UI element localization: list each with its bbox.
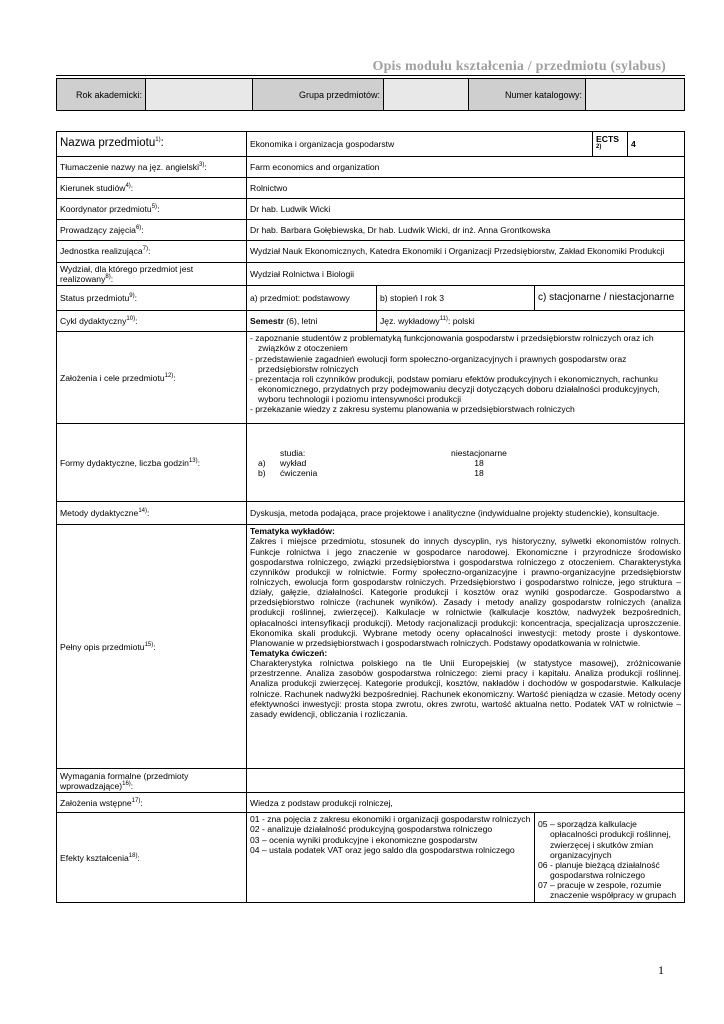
cykl-label: Cykl dydaktyczny$^{10)}$: bbox=[57, 311, 247, 332]
efekty-right bbox=[535, 813, 685, 903]
status-a: a) przedmiot: podstawowy bbox=[247, 286, 377, 311]
metody-label: Metody dydaktyczne$^{14)}$: bbox=[57, 502, 247, 525]
row-zalozenia bbox=[57, 332, 685, 424]
formy-value bbox=[247, 424, 685, 502]
efekt-item: 05 – sporządza kalkulacje opłacalności produkcji roślinnej, zwierzęcej i skutków zmian organizacyjnych bbox=[538, 819, 671, 860]
catalog-info-table bbox=[56, 78, 685, 111]
syllabus-table bbox=[56, 131, 685, 903]
formy-b-letter: b) bbox=[258, 467, 266, 478]
cw-title: Tematyka ćwiczeń: bbox=[250, 647, 328, 658]
formy-a-name: wykład bbox=[280, 457, 307, 468]
wym-label: Wymagania formalne (przedmioty wprowadzające)$^{16)}$: bbox=[57, 769, 247, 793]
formy-niestac: niestacjonarne bbox=[451, 447, 507, 458]
row-jednostka bbox=[57, 241, 685, 263]
numer-value bbox=[586, 79, 685, 111]
rok-value bbox=[146, 79, 253, 111]
row-koordynator bbox=[57, 199, 685, 220]
efekt-item: 02 - analizuje działalność produkcyjną gospodarstwa rolniczego bbox=[250, 824, 493, 835]
tlum-label: Tłumaczenie nazwy na jęz. angielski$^{3)}$: bbox=[57, 157, 247, 178]
row-wydzial bbox=[57, 263, 685, 286]
zalw-value: Wiedza z podstaw produkcji rolniczej, bbox=[247, 793, 685, 813]
formy-a-letter: a) bbox=[258, 457, 266, 468]
row-status bbox=[57, 286, 685, 311]
cw-text: Charakterystyka rolnictwa polskiego na tle Unii Europejskiej (w statystyce masowej), zróżnicowanie przestrzenne. Analiza zasobów gospodarstwa rolniczego: ziemi pracy i kapitału. Analiza produkcji roślinnej. Analiza produkcji zwierzęcej. Kategorie produkcji, kosztów, nakładów i dochodów w gospodarstwie. Kalkulacje rolnicze. Rachunek nadwyżki bezpośredniej. Rachunek ekonomiczny. Wartość pieniądza w czasie. Metody oceny efektywności inwestycji: prosta stopa zwrotu, okres zwrotu, wartość aktualna netto. Podatek VAT w rolnictwie – zasady ewidencji, obliczania i rozliczania. bbox=[250, 658, 681, 719]
page-header-title: Opis modułu kształcenia / przedmiotu (sylabus) bbox=[372, 59, 666, 74]
row-tlumaczenie bbox=[57, 157, 685, 178]
formy-a-hours: 18 bbox=[474, 457, 484, 468]
kierunek-value: Rolnictwo bbox=[247, 178, 685, 199]
cykl-jezyk: Jęz. wykładowy$^{11)}$: polski bbox=[377, 311, 685, 332]
zal-item: - prezentacja roli czynników produkcji, podstaw pomiaru efektów produkcyjnych i ekonomicznych, rachunku ekonomicznego, przydatnych przy podejmowaniu decyzji dotyczących doboru działalności produkcyjnych, wyboru technologii i poziomu intensywności produkcji bbox=[250, 373, 660, 405]
prow-value: Dr hab. Barbara Gołębiewska, Dr hab. Ludwik Wicki, dr inż. Anna Grontkowska bbox=[247, 220, 685, 241]
wykl-text: Zakres i miejsce przedmiotu, stosunek do innych dyscyplin, rys historyczny, sylwetki ekonomistów rolnych. Funkcje rolnictwa i jego znaczenie w gospodarce narodowej. Ekonomiczne i przyrodnicze środowisko gospodarstwa rolniczego, związki przedsiębiorstwa i gospodarstwa rolniczego z otoczeniem. Charakterystyka czynników produkcji w rolnictwie. Formy społeczno-organizacyjne i prawno-organizacyjne przedsiębiorstw rolniczych, ewolucja form gospodarstw rolniczych. Przedsiębiorstwo i gospodarstwo rolnicze, jego struktura – działy, gałęzie, działalności. Kategorie produkcji i kosztów oraz wyniki gospodarcze. Gospodarstwo a przedsiębiorstwo rolnicze (rachunek wyników). Zasady i metody analizy gospodarstw rolniczych (analiza produkcji roślinnej, zwierzęcej). Kalkulacje w rolnictwie (kalkulacje kosztów, nadwyżek bezpośrednich, opłacalności intensyfikacji produkcji). Metody racjonalizacji produkcji: koncentracja, specjalizacja uproszczenie. Ekonomika skali produkcji. Wybrane metody oceny opłacalności inwestycji: metody proste i dyskontowe. Planowanie w przedsiębiorstwach i gospodarstwach rolniczych. Podstawy opodatkowania w rolnictwie. bbox=[250, 536, 681, 648]
row-zal-wstepne bbox=[57, 793, 685, 813]
zal-item: - przedstawienie zagadnień ewolucji form społeczno-organizacyjnych i prawnych gospodarstw oraz przedsiębiorstw rolniczych bbox=[250, 353, 627, 374]
page-number: 1 bbox=[658, 963, 664, 977]
efekt-item: 07 – pracuje w zespole, rozumie znaczenie współpracy w grupach bbox=[538, 880, 677, 901]
row-metody bbox=[57, 502, 685, 525]
status-b: b) stopień I rok 3 bbox=[377, 286, 535, 311]
row-formy bbox=[57, 424, 685, 502]
zal-label: Założenia i cele przedmiotu$^{12)}$: bbox=[57, 332, 247, 424]
efekt-item: 01 - zna pojęcia z zakresu ekonomiki i organizacji gospodarstw rolniczych bbox=[250, 814, 531, 825]
row-wymagania bbox=[57, 769, 685, 793]
numer-label: Numer katalogowy: bbox=[469, 79, 586, 111]
metody-value: Dyskusja, metoda podająca, prace projektowe i analityczne (indywidualne projekty studenckie), konsultacje. bbox=[247, 502, 685, 525]
efekt-item: 04 – ustala podatek VAT oraz jego saldo dla gospodarstwa rolniczego bbox=[250, 844, 515, 855]
opis-label: Pełny opis przedmiotu$^{15)}$: bbox=[57, 525, 247, 769]
wydz-label: Wydział, dla którego przedmiot jest realizowany$^{8)}$: bbox=[57, 263, 247, 286]
formy-studia: studia: bbox=[280, 447, 306, 458]
koord-label: Koordynator przedmiotu$^{5)}$: bbox=[57, 199, 247, 220]
status-label: Status przedmiotu$^{9)}$: bbox=[57, 286, 247, 311]
ects-value: 4 bbox=[628, 132, 685, 157]
zal-item: - przekazanie wiedzy z zakresu systemu planowania w przedsiębiorstwach rolniczych bbox=[250, 404, 575, 415]
status-c: c) stacjonarne / niestacjonarne bbox=[535, 286, 685, 311]
row-efekty bbox=[57, 813, 685, 903]
zalw-label: Założenia wstępne$^{17)}$: bbox=[57, 793, 247, 813]
wydz-value: Wydział Rolnictwa i Biologii bbox=[247, 263, 685, 286]
grupa-value bbox=[384, 79, 469, 111]
row-prowadzacy bbox=[57, 220, 685, 241]
efekt-item: 06 - planuje bieżącą działalność gospodarstwa rolniczego bbox=[538, 859, 660, 880]
zal-value bbox=[247, 332, 685, 424]
koord-value: Dr hab. Ludwik Wicki bbox=[247, 199, 685, 220]
wym-value bbox=[247, 769, 685, 793]
formy-b-hours: 18 bbox=[474, 467, 484, 478]
efekty-label: Efekty kształcenia$^{18)}$: bbox=[57, 813, 247, 903]
jedn-label: Jednostka realizująca$^{7)}$: bbox=[57, 241, 247, 263]
tlum-value: Farm economics and organization bbox=[247, 157, 685, 178]
wykl-title: Tematyka wykładów: bbox=[250, 526, 335, 537]
row-cykl bbox=[57, 311, 685, 332]
header-divider bbox=[56, 75, 685, 76]
grupa-label: Grupa przedmiotów: bbox=[253, 79, 384, 111]
row-opis bbox=[57, 525, 685, 769]
kierunek-label: Kierunek studiów$^{4)}$: bbox=[57, 178, 247, 199]
ects-label: ECTS $^{2)}$ bbox=[593, 132, 628, 157]
prow-label: Prowadzący zajęcia$^{6)}$: bbox=[57, 220, 247, 241]
formy-b-name: ćwiczenia bbox=[280, 467, 318, 478]
nazwa-label: Nazwa przedmiotu$^{1)}$: bbox=[57, 132, 247, 157]
formy-label: Formy dydaktyczne, liczba godzin$^{13)}$: bbox=[57, 424, 247, 502]
row-kierunek bbox=[57, 178, 685, 199]
nazwa-value: Ekonomika i organizacja gospodarstw bbox=[247, 132, 593, 157]
opis-value bbox=[247, 525, 685, 769]
efekt-item: 03 – ocenia wyniki produkcyjne i ekonomiczne gospodarstw bbox=[250, 834, 478, 845]
cykl-semestr: Semestr (6), letni bbox=[247, 311, 377, 332]
jedn-value: Wydział Nauk Ekonomicznych, Katedra Ekonomiki i Organizacji Przedsiębiorstw, Zakład Ekonomiki Produkcji bbox=[247, 241, 685, 263]
efekty-left bbox=[247, 813, 535, 903]
row-nazwa bbox=[57, 132, 685, 157]
rok-label: Rok akademicki: bbox=[57, 79, 146, 111]
zal-item: - zapoznanie studentów z problematyką funkcjonowania gospodarstw i przedsiębiorstw rolniczych oraz ich związków z otoczeniem bbox=[250, 333, 654, 354]
